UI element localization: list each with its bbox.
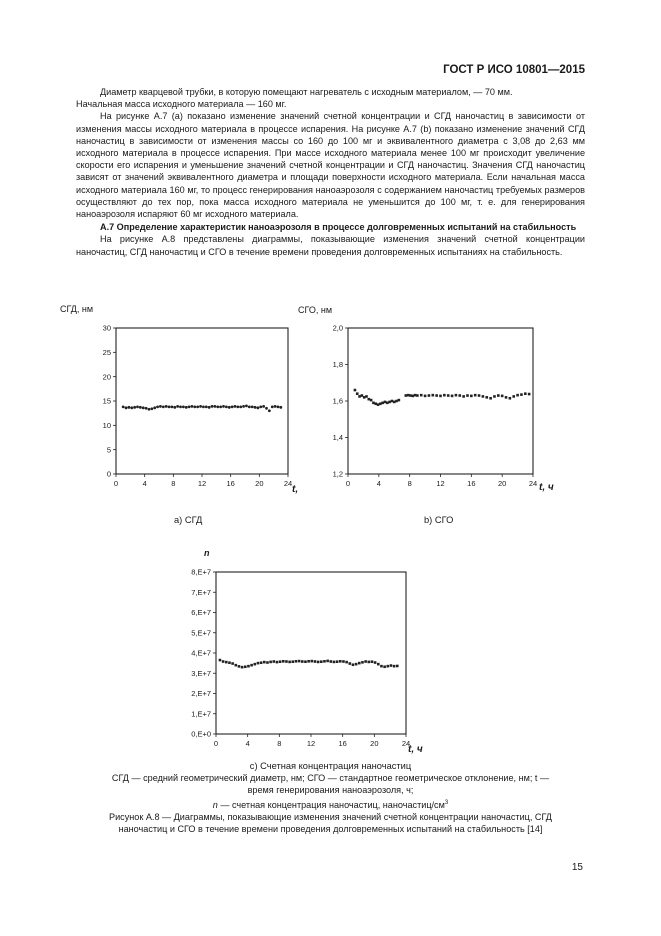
data-point xyxy=(474,394,477,397)
data-point xyxy=(173,406,176,409)
data-point xyxy=(168,405,171,408)
data-point xyxy=(485,396,488,399)
caption-b: b) СГО xyxy=(424,515,454,525)
data-point xyxy=(142,406,145,409)
data-point xyxy=(384,401,387,404)
data-point xyxy=(520,393,523,396)
data-point xyxy=(388,401,391,404)
data-point xyxy=(304,660,307,663)
x-axis-label: t, xyxy=(292,484,299,495)
series-0 xyxy=(354,389,531,406)
data-point xyxy=(462,395,465,398)
paragraph-2: На рисунке А.7 (а) показано изменение значений счетной концентрации и СГД наночастиц в зависимости от изменения массы исходного материала в процессе испарения. На рисунке А.7 (b) показано изменение значений СГД наночастиц в зависимости от изменения массы со 160 до 100 мг и эквивалентного диаметра с 3,08 до 2,63 мм исходного материала в процессе испарения. При массе исходного материала менее 100 мг происходит увеличение скорости его испарения и уменьшение значений счетной концентрации и СГД наночастиц. Значения СГД наночастиц зависят от значений эквивалентного диаметра и площади поверхности исходного материала. Если начальная масса исходного материала 160 мг, то процесс генерирования наноаэрозоля с содержанием наночастиц требуемых размеров осуществляют до тех пор, пока масса исходного материала не уменьшится до 100 мг, т. е. для генерирования наноаэрозоля испаряют 60 мг исходного материала. xyxy=(76,111,585,220)
data-point xyxy=(228,661,231,664)
data-point xyxy=(405,394,408,397)
data-point xyxy=(470,395,473,398)
y-tick-label: 5 xyxy=(106,445,111,455)
figure-title-line-2: наночастиц и СГО в течение времени проведения долговременных испытаний на стабильность [14] xyxy=(118,824,543,835)
y-tick-label: 15 xyxy=(102,396,111,406)
data-point xyxy=(326,660,329,663)
data-point xyxy=(439,395,442,398)
data-point xyxy=(228,406,231,409)
data-point xyxy=(354,389,357,392)
data-point xyxy=(266,661,269,664)
x-tick-label: 0 xyxy=(345,479,351,488)
data-point xyxy=(257,662,260,665)
data-point xyxy=(310,660,313,663)
y-tick-label: 1,8 xyxy=(332,360,343,370)
legend-line-3-text: — счетная концентрация наночастиц, наночастиц/см xyxy=(217,799,445,810)
body-text xyxy=(76,86,585,258)
data-point xyxy=(295,660,298,663)
data-point xyxy=(381,402,384,405)
data-point xyxy=(185,406,188,409)
data-point xyxy=(374,402,377,405)
data-point xyxy=(196,405,199,408)
plot-frame xyxy=(116,328,288,474)
data-point xyxy=(379,402,382,405)
plot-frame xyxy=(348,328,533,474)
data-point xyxy=(361,661,364,664)
y-tick-label: 0 xyxy=(106,469,111,479)
data-point xyxy=(435,394,438,397)
section-heading-a7: А.7 Определение характеристик наноаэрозоля в процессе долговременных испытаний на стабильность xyxy=(100,222,577,233)
paragraph-1b: Начальная масса исходного материала — 160 мг. xyxy=(76,99,287,110)
data-point xyxy=(361,394,364,397)
data-point xyxy=(455,394,458,397)
data-point xyxy=(242,405,245,408)
data-point xyxy=(329,660,332,663)
data-point xyxy=(396,665,399,668)
data-point xyxy=(248,405,251,408)
data-point xyxy=(211,405,214,408)
data-point xyxy=(244,665,247,668)
chart-sgd xyxy=(60,304,310,504)
data-point xyxy=(407,394,410,397)
data-point xyxy=(524,392,527,395)
y-tick-label: 1,E+7 xyxy=(191,709,211,719)
figure-title-line-1: Рисунок А.8 — Диаграммы, показывающие изменения значений счетной концентрации наночастиц, СГД xyxy=(109,811,552,822)
data-point xyxy=(219,659,222,662)
data-point xyxy=(153,406,156,409)
data-point xyxy=(214,405,217,408)
data-point xyxy=(208,406,211,409)
data-point xyxy=(501,395,504,398)
data-point xyxy=(307,660,310,663)
x-tick-label: 20 xyxy=(370,739,379,748)
y-tick-label: 8,E+7 xyxy=(191,567,211,577)
data-point xyxy=(377,663,380,666)
series-0 xyxy=(122,404,282,412)
data-point xyxy=(352,663,355,666)
data-point xyxy=(130,406,133,409)
data-point xyxy=(374,661,377,664)
data-point xyxy=(356,392,359,395)
data-point xyxy=(428,394,431,397)
data-point xyxy=(371,660,374,663)
data-point xyxy=(245,404,248,407)
y-axis-label: n xyxy=(204,548,210,558)
data-point xyxy=(159,405,162,408)
data-point xyxy=(482,395,485,398)
data-point xyxy=(179,405,182,408)
y-tick-label: 1,6 xyxy=(332,396,343,406)
data-point xyxy=(383,665,386,668)
y-tick-label: 30 xyxy=(102,323,111,333)
y-tick-label: 20 xyxy=(102,372,111,382)
data-point xyxy=(276,661,279,664)
y-tick-label: 2,0 xyxy=(332,323,343,333)
data-point xyxy=(268,409,271,412)
data-point xyxy=(355,663,358,666)
data-point xyxy=(424,395,427,398)
data-point xyxy=(136,405,139,408)
data-point xyxy=(188,405,191,408)
data-point xyxy=(225,661,228,664)
data-point xyxy=(364,660,367,663)
data-point xyxy=(298,660,301,663)
data-point xyxy=(199,405,202,408)
x-axis-label: t, ч xyxy=(408,744,423,755)
data-point xyxy=(348,662,351,665)
x-tick-label: 16 xyxy=(467,479,476,488)
data-point xyxy=(363,396,366,399)
x-tick-label: 4 xyxy=(142,479,147,488)
x-tick-label: 8 xyxy=(407,479,412,488)
x-tick-label: 24 xyxy=(283,479,293,488)
data-point xyxy=(260,661,263,664)
data-point xyxy=(263,661,266,664)
x-tick-label: 20 xyxy=(255,479,264,488)
data-point xyxy=(466,394,469,397)
data-point xyxy=(271,405,274,408)
legend-line-1: СГД — средний геометрический диаметр, нм; СГО — стандартное геометрическое отклонение, нм; t — xyxy=(111,773,550,784)
data-point xyxy=(409,394,412,397)
data-point xyxy=(528,393,531,396)
data-point xyxy=(133,406,136,409)
legend-line-3-sup: 3 xyxy=(444,799,449,806)
data-point xyxy=(148,408,151,411)
x-tick-label: 8 xyxy=(171,479,176,488)
y-tick-label: 25 xyxy=(102,347,111,357)
legend-n-symbol: n xyxy=(212,799,218,810)
x-tick-label: 4 xyxy=(376,479,381,488)
data-point xyxy=(358,662,361,665)
data-point xyxy=(368,398,371,401)
data-point xyxy=(509,397,512,400)
data-point xyxy=(156,405,159,408)
data-point xyxy=(336,660,339,663)
x-tick-label: 12 xyxy=(306,739,316,748)
data-point xyxy=(323,660,326,663)
plot-frame xyxy=(216,572,406,734)
data-point xyxy=(291,660,294,663)
caption-c: c) Счетная концентрация наночастиц xyxy=(249,761,412,771)
data-point xyxy=(216,405,219,408)
data-point xyxy=(191,405,194,408)
data-point xyxy=(193,405,196,408)
data-point xyxy=(451,395,454,398)
x-tick-label: 16 xyxy=(338,739,347,748)
figure-notes xyxy=(40,760,621,835)
legend-line-3 xyxy=(40,797,621,811)
data-point xyxy=(205,405,208,408)
data-point xyxy=(231,662,234,665)
data-point xyxy=(282,660,285,663)
page-header: ГОСТ Р ИСО 10801—2015 xyxy=(443,64,585,76)
data-point xyxy=(182,405,185,408)
y-axis-label: СГО, нм xyxy=(298,305,333,315)
data-point xyxy=(262,405,265,408)
paragraph-3: На рисунке А.8 представлены диаграммы, показывающие изменения значений счетной концентрации наночастиц, СГД наночастиц и СГО в течение времени проведения долговременных испытаниях на стабильность. xyxy=(76,234,585,257)
y-tick-label: 7,E+7 xyxy=(191,587,211,597)
data-point xyxy=(420,394,423,397)
x-tick-label: 0 xyxy=(213,739,219,748)
data-point xyxy=(288,661,291,664)
data-point xyxy=(239,405,242,408)
y-tick-label: 5,E+7 xyxy=(191,628,211,638)
data-point xyxy=(247,665,250,668)
data-point xyxy=(512,395,515,398)
data-point xyxy=(342,660,345,663)
data-point xyxy=(367,661,370,664)
data-point xyxy=(145,407,148,410)
data-point xyxy=(274,405,277,408)
data-point xyxy=(333,661,336,664)
data-point xyxy=(272,660,275,663)
data-point xyxy=(317,661,320,664)
data-point xyxy=(386,402,389,405)
data-point xyxy=(277,405,280,408)
data-point xyxy=(269,661,272,664)
y-tick-label: 3,E+7 xyxy=(191,668,211,678)
data-point xyxy=(234,664,237,667)
data-point xyxy=(478,394,481,397)
data-point xyxy=(254,406,257,409)
y-tick-label: 10 xyxy=(102,420,111,430)
x-tick-label: 8 xyxy=(277,739,282,748)
data-point xyxy=(386,665,389,668)
data-point xyxy=(365,395,368,398)
data-point xyxy=(122,405,125,408)
x-tick-label: 24 xyxy=(528,479,538,488)
data-point xyxy=(301,660,304,663)
data-point xyxy=(393,665,396,668)
chart-sgo xyxy=(296,304,566,504)
data-point xyxy=(345,661,348,664)
data-point xyxy=(234,405,237,408)
data-point xyxy=(285,660,288,663)
y-tick-label: 0,E+0 xyxy=(191,729,211,739)
x-tick-label: 16 xyxy=(226,479,235,488)
data-point xyxy=(265,407,268,410)
data-point xyxy=(165,405,168,408)
data-point xyxy=(372,402,375,405)
data-point xyxy=(358,395,361,398)
data-point xyxy=(377,403,380,406)
data-point xyxy=(416,394,419,397)
x-tick-label: 0 xyxy=(113,479,119,488)
x-tick-label: 4 xyxy=(245,739,250,748)
data-point xyxy=(241,666,244,669)
data-point xyxy=(443,394,446,397)
data-point xyxy=(128,406,131,409)
data-point xyxy=(222,660,225,663)
data-point xyxy=(219,405,222,408)
data-point xyxy=(253,663,256,666)
data-point xyxy=(238,665,241,668)
data-point xyxy=(236,405,239,408)
data-point xyxy=(314,660,317,663)
data-point xyxy=(505,396,508,399)
data-point xyxy=(279,660,282,663)
y-tick-label: 6,E+7 xyxy=(191,608,211,618)
paragraph-1a: Диаметр кварцевой трубки, в которую помещают нагреватель с исходным материалом, — 70 мм. xyxy=(100,87,513,97)
data-point xyxy=(398,399,401,402)
data-point xyxy=(279,406,282,409)
data-point xyxy=(393,401,396,404)
data-point xyxy=(493,395,496,398)
data-point xyxy=(139,406,142,409)
data-point xyxy=(380,665,383,668)
data-point xyxy=(497,394,500,397)
data-point xyxy=(125,406,128,409)
x-tick-label: 20 xyxy=(497,479,507,488)
data-point xyxy=(390,664,393,667)
data-point xyxy=(250,664,253,667)
y-tick-label: 1,4 xyxy=(332,433,343,443)
data-point xyxy=(259,405,262,408)
data-point xyxy=(516,394,519,397)
data-point xyxy=(391,400,394,403)
x-axis-label: t, ч xyxy=(539,482,554,493)
data-point xyxy=(320,660,323,663)
data-point xyxy=(370,399,373,402)
data-point xyxy=(225,405,228,408)
data-point xyxy=(395,400,398,403)
data-point xyxy=(431,394,434,397)
data-point xyxy=(150,407,153,410)
y-tick-label: 1,2 xyxy=(332,469,343,479)
data-point xyxy=(339,660,342,663)
y-tick-label: 2,E+7 xyxy=(191,689,211,699)
series-0 xyxy=(219,659,399,669)
chart-concentration xyxy=(192,546,432,756)
data-point xyxy=(231,405,234,408)
data-point xyxy=(414,394,417,397)
data-point xyxy=(411,395,414,398)
data-point xyxy=(458,394,461,397)
data-point xyxy=(171,405,174,408)
legend-line-2: время генерирования наноаэрозоля, ч; xyxy=(247,785,414,796)
caption-a: a) СГД xyxy=(174,515,203,525)
x-tick-label: 12 xyxy=(197,479,207,488)
data-point xyxy=(162,405,165,408)
data-point xyxy=(447,394,450,397)
data-point xyxy=(489,397,492,400)
y-axis-label: СГД, нм xyxy=(60,304,94,314)
data-point xyxy=(176,405,179,408)
data-point xyxy=(251,405,254,408)
data-point xyxy=(202,405,205,408)
x-tick-label: 24 xyxy=(401,739,411,748)
data-point xyxy=(257,406,260,409)
page-number: 15 xyxy=(571,862,583,873)
x-tick-label: 12 xyxy=(436,479,445,488)
y-tick-label: 4,E+7 xyxy=(191,648,211,658)
data-point xyxy=(222,405,225,408)
